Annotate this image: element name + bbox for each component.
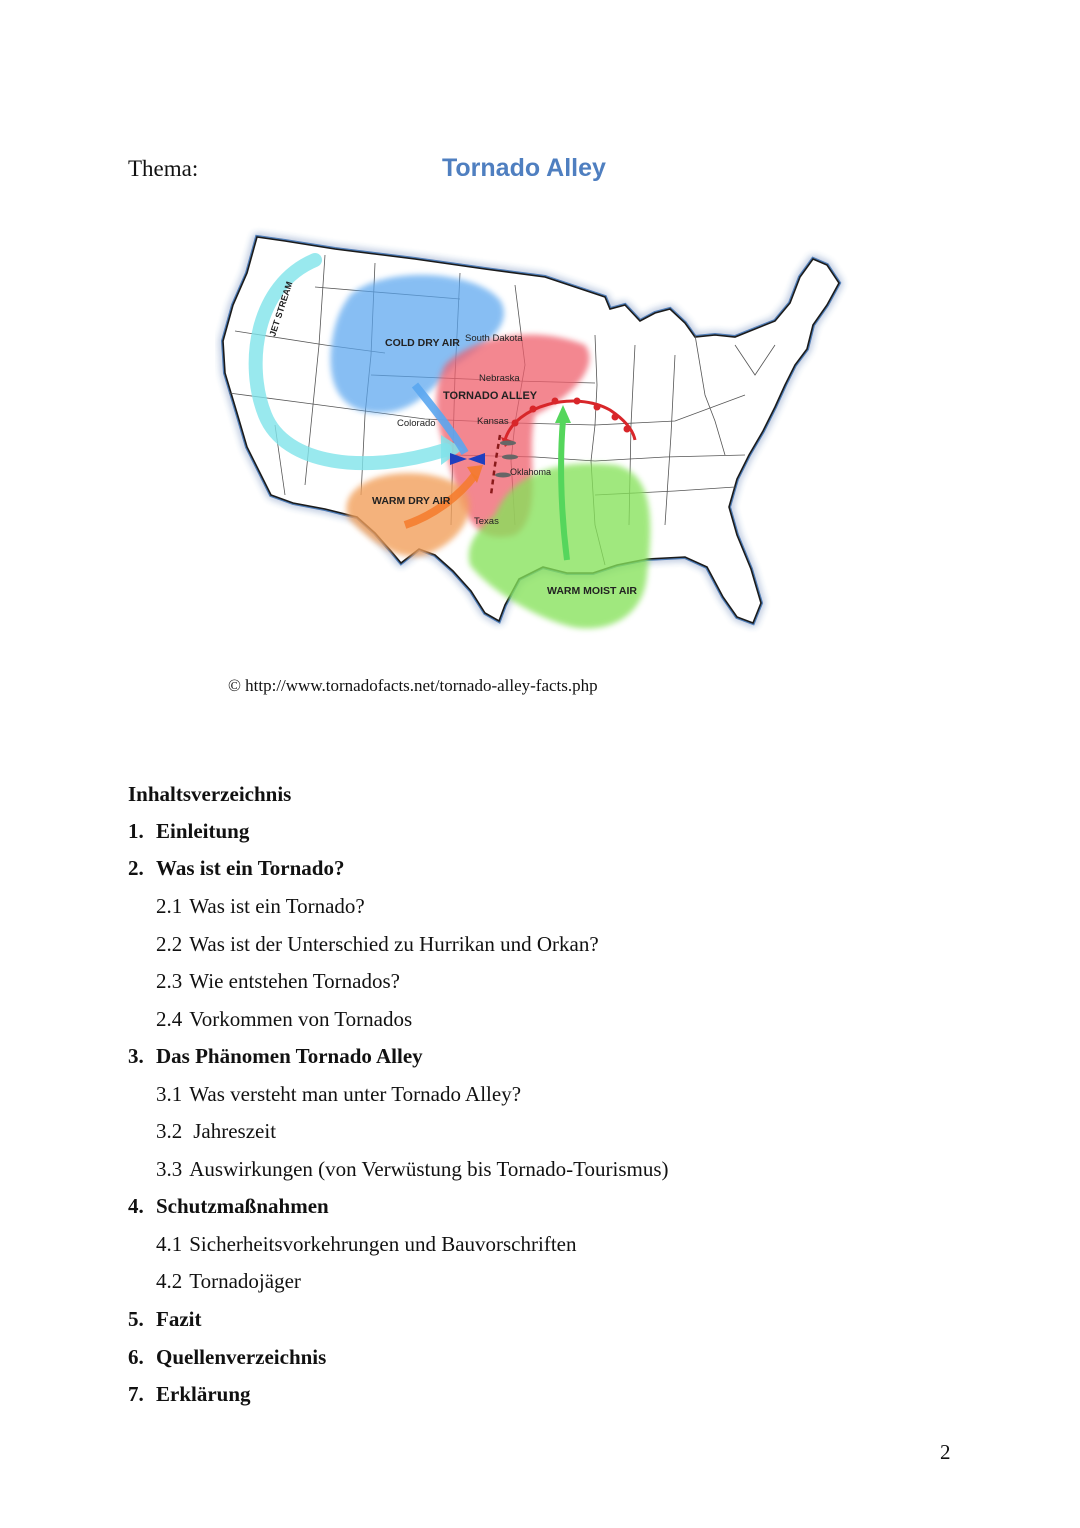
toc-subitem — [156, 1232, 576, 1257]
toc-item-number: 5. — [128, 1307, 144, 1331]
kansas-label: Kansas — [477, 416, 509, 427]
toc-item-label: Was ist ein Tornado? — [189, 894, 365, 918]
toc-item-number: 2.2 — [156, 932, 183, 956]
toc-subitem — [156, 1269, 301, 1294]
toc-subitem — [156, 932, 599, 957]
toc-item-label: Tornadojäger — [189, 1269, 301, 1293]
usa-map-svg — [215, 225, 855, 645]
toc-item-number: 6. — [128, 1345, 144, 1369]
toc-item-label: Das Phänomen Tornado Alley — [156, 1044, 423, 1068]
toc-item-number: 2. — [128, 856, 144, 880]
toc-item — [128, 856, 344, 881]
toc-item — [128, 819, 249, 844]
toc-item-label: Was ist der Unterschied zu Hurrikan und Orkan? — [189, 932, 599, 956]
document-title: Tornado Alley — [442, 154, 606, 182]
toc-item-number: 4. — [128, 1194, 144, 1218]
warm-dry-air-label: WARM DRY AIR — [372, 495, 451, 507]
toc-item-number: 3.3 — [156, 1157, 183, 1181]
toc-item-number: 3. — [128, 1044, 144, 1068]
toc-item-label: Wie entstehen Tornados? — [189, 969, 400, 993]
toc-item-label: Was versteht man unter Tornado Alley? — [189, 1082, 522, 1106]
toc-item-label: Vorkommen von Tornados — [189, 1007, 413, 1031]
toc-subitem — [156, 1082, 521, 1107]
toc-item — [128, 1194, 329, 1219]
thema-label: Thema: — [128, 156, 199, 181]
toc-item — [128, 1044, 423, 1069]
tornado-alley-label: TORNADO ALLEY — [443, 390, 538, 402]
tornado-alley-map — [215, 225, 855, 645]
toc-item-label: Sicherheitsvorkehrungen und Bauvorschriften — [189, 1232, 577, 1256]
toc-item-number: 7. — [128, 1382, 144, 1406]
toc-item — [128, 1307, 201, 1332]
nebraska-label: Nebraska — [479, 373, 520, 384]
toc-item-number: 2.4 — [156, 1007, 183, 1031]
toc-item-number: 3.1 — [156, 1082, 183, 1106]
toc-item-number: 3.2 — [156, 1119, 183, 1143]
warm-moist-air-label: WARM MOIST AIR — [547, 585, 638, 597]
texas-label: Texas — [474, 516, 499, 527]
toc-item-number: 2.1 — [156, 894, 183, 918]
jet-stream-label: JET STREAM — [267, 280, 295, 338]
toc-subitem — [156, 1157, 669, 1182]
colorado-label: Colorado — [397, 418, 436, 429]
toc-item-label: Schutzmaßnahmen — [156, 1194, 329, 1218]
toc-item — [128, 1345, 326, 1370]
south-dakota-label: South Dakota — [465, 333, 523, 344]
page-number: 2 — [940, 1440, 951, 1464]
toc-item-label: Jahreszeit — [193, 1119, 277, 1143]
toc-item-label: Quellenverzeichnis — [156, 1345, 327, 1369]
toc-heading: Inhaltsverzeichnis — [128, 782, 292, 806]
toc-item-label: Erklärung — [156, 1382, 251, 1406]
image-credit: © http://www.tornadofacts.net/tornado-alley-facts.php — [228, 676, 598, 695]
toc-item-label: Was ist ein Tornado? — [156, 856, 345, 880]
toc-subitem — [156, 969, 400, 994]
toc-item-number: 2.3 — [156, 969, 183, 993]
cold-dry-air-label: COLD DRY AIR — [385, 337, 460, 349]
toc-subitem — [156, 894, 365, 919]
toc-item-number: 1. — [128, 819, 144, 843]
toc-subitem — [156, 1119, 276, 1144]
toc-item-number: 4.2 — [156, 1269, 183, 1293]
toc-item — [128, 1382, 251, 1407]
toc-item-label: Auswirkungen (von Verwüstung bis Tornado-Tourismus) — [189, 1157, 669, 1181]
toc-subitem — [156, 1007, 412, 1032]
oklahoma-label: Oklahoma — [510, 467, 552, 477]
toc-item-number: 4.1 — [156, 1232, 183, 1256]
toc-item-label: Einleitung — [156, 819, 250, 843]
toc-item-label: Fazit — [156, 1307, 202, 1331]
